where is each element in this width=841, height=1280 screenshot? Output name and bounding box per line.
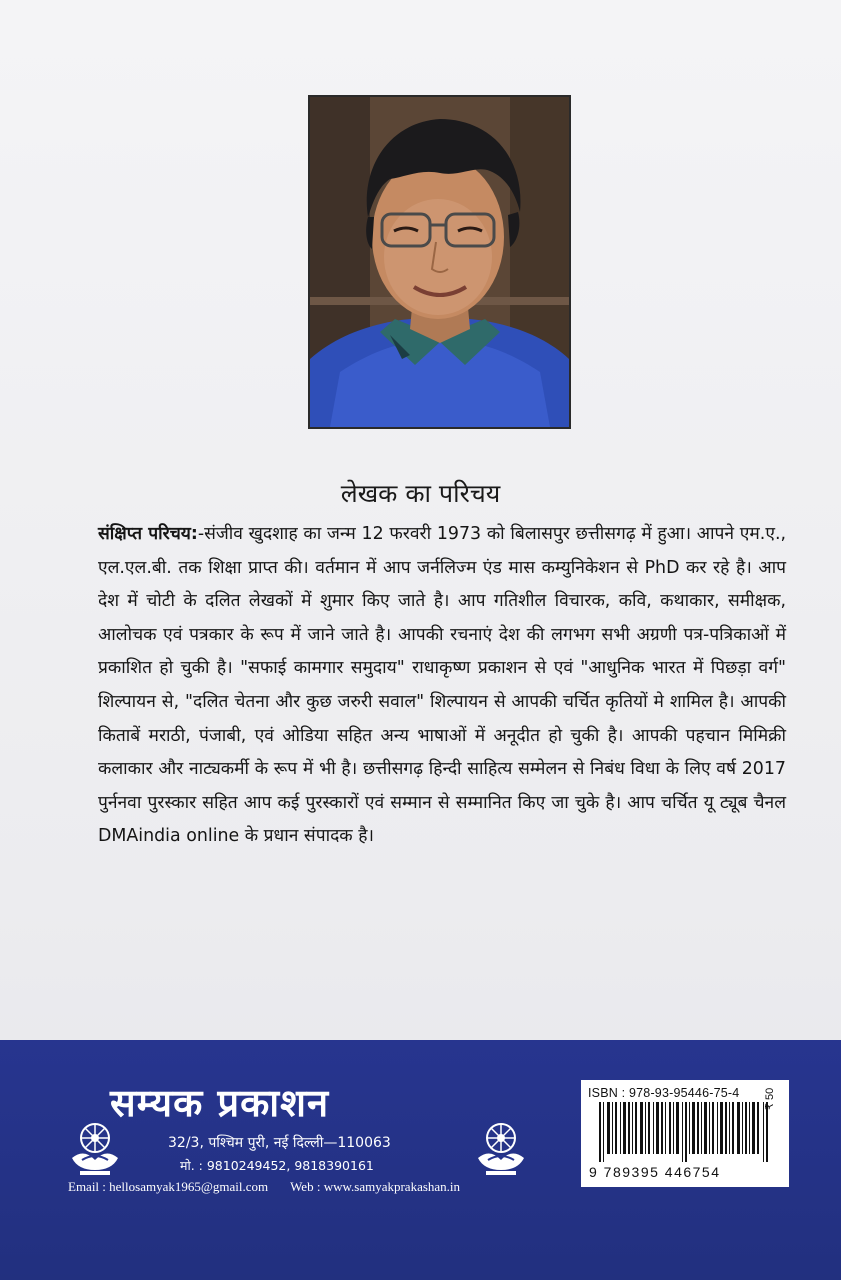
bio-label: संक्षिप्त परिचय:: [98, 524, 198, 544]
author-photo: [308, 95, 571, 429]
isbn-number: ISBN : 978-93-95446-75-4: [588, 1086, 740, 1100]
publisher-address: 32/3, पश्चिम पुरी, नई दिल्ली—110063: [168, 1135, 391, 1151]
section-heading: लेखक का परिचय: [340, 479, 501, 508]
price-label: ₹ 50: [764, 1087, 776, 1110]
barcode-bars: [599, 1102, 769, 1162]
publisher-phone: मो. : 9810249452, 9818390161: [180, 1158, 374, 1173]
publisher-website: Web : www.samyakprakashan.in: [290, 1179, 461, 1194]
lotus-emblem-icon: [470, 1118, 532, 1178]
bio-text: -संजीव खुदशाह का जन्म 12 फरवरी 1973 को बिलासपुर छत्तीसगढ़ में हुआ। आपने एम.ए., एल.एल.बी. तक शिक्षा प्राप्त की। वर्तमान में आप जर्नलिज्म एंड मास कम्युनिकेशन से PhD कर रहे है। आप देश में चोटी के दलित लेखकों में शुमार किए जाते है। आप गतिशील विचारक, कवि, कथाकार, समीक्षक, आलोचक एवं पत्रकार के रूप में जाने जाते है। आपकी रचनाएं देश की लगभग सभी अग्रणी पत्र-पत्रिकाओं में प्रकाशित हो चुकी है। "सफाई कामगार समुदाय" राधाकृष्ण प्रकाशन से एवं "आधुनिक भारत में पिछड़ा वर्ग" शिल्पायन से, "दलित चेतना और कुछ जरुरी सवाल" शिल्पायन से आपकी चर्चित कृतियों मे शामिल है। आपकी किताबें मराठी, पंजाबी, एवं ओडिया सहित अन्य भाषाओं में अनूदीत हो चुकी है। आपकी पहचान मिमिक्री कलाकार और नाट्यकर्मी के रूप में भी है। छत्तीसगढ़ हिन्दी साहित्य सम्मेलन से निबंध विधा के लिए वर्ष 2017 पुर्ननवा पुरस्कार सहित आप कई पुरस्कारों एवं सम्मान से सम्मानित किए जा चुके है। आप चर्चित यू ट्यूब चैनल DMAindia online के प्रधान संपादक है।: [98, 524, 786, 847]
barcode-digits: 9 789395 446754: [589, 1164, 721, 1180]
publisher-name: सम्यक प्रकाशन: [110, 1081, 330, 1125]
publisher-contact: [68, 1179, 460, 1195]
publisher-email: Email : hellosamyak1965@gmail.com: [68, 1179, 269, 1194]
author-bio: [98, 518, 786, 854]
isbn-barcode: [581, 1080, 789, 1187]
